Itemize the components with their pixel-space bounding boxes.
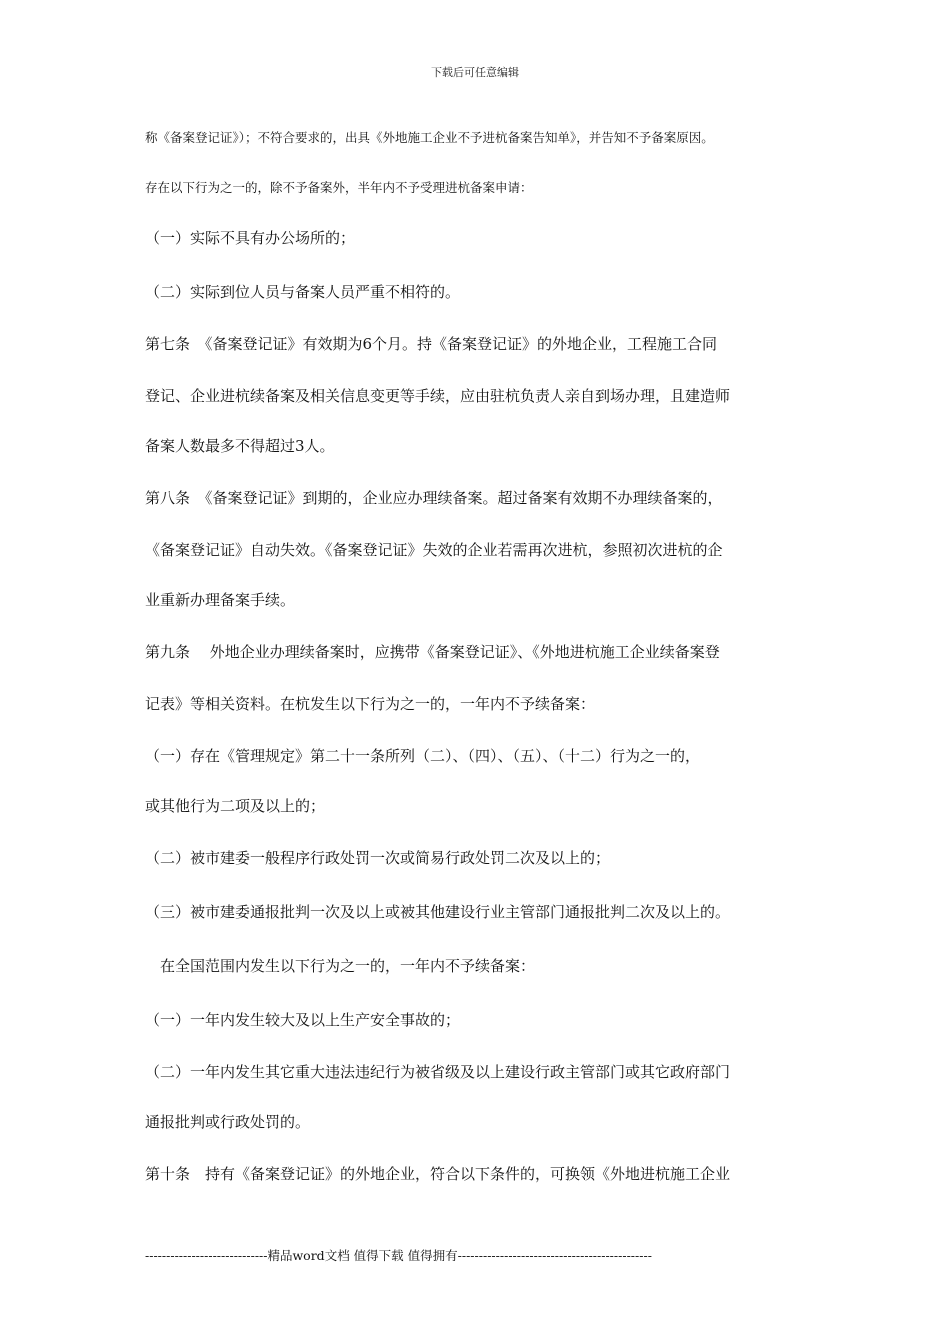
text-line: （一）存在《管理规定》第二十一条所列（二）、（四）、（五）、（十二）行为之一的， — [145, 747, 701, 765]
page-footer: -----------------------------精品word文档 值得下载 值得拥有---------------------------------------------- — [145, 1248, 652, 1263]
text-line: （一）一年内发生较大及以上生产安全事故的； — [145, 1011, 461, 1029]
text-line: 第九条 外地企业办理续备案时，应携带《备案登记证》、《外地进杭施工企业续备案登 — [145, 643, 720, 661]
text-line: 记表》等相关资料。在杭发生以下行为之一的，一年内不予续备案： — [145, 695, 596, 713]
text-line: 第八条 《备案登记证》到期的，企业应办理续备案。超过备案有效期不办理续备案的， — [145, 489, 723, 507]
text-line: 通报批判或行政处罚的。 — [145, 1113, 311, 1131]
text-line: （三）被市建委通报批判一次及以上或被其他建设行业主管部门通报批判二次及以上的。 — [145, 903, 731, 921]
page-header: 下载后可任意编辑 — [431, 66, 519, 79]
text-line: 第七条 《备案登记证》有效期为6个月。持《备案登记证》的外地企业，工程施工合同 — [145, 335, 718, 353]
text-line: （二）实际到位人员与备案人员严重不相符的。 — [145, 283, 461, 301]
text-line: 称《备案登记证》）；不符合要求的，出具《外地施工企业不予进杭备案告知单》，并告知不予备案原因。 — [145, 130, 714, 145]
text-line: 登记、企业进杭续备案及相关信息变更等手续，应由驻杭负责人亲自到场办理，且建造师 — [145, 387, 731, 405]
text-line: 备案人数最多不得超过3人。 — [145, 437, 335, 455]
text-line: （一）实际不具有办公场所的； — [145, 229, 356, 247]
text-line: 《备案登记证》自动失效。《备案登记证》失效的企业若需再次进杭，参照初次进杭的企 — [145, 541, 723, 559]
text-line: 在全国范围内发生以下行为之一的，一年内不予续备案： — [145, 957, 536, 975]
text-line: 或其他行为二项及以上的； — [145, 797, 326, 815]
text-line: （二）被市建委一般程序行政处罚一次或简易行政处罚二次及以上的； — [145, 849, 611, 867]
text-line: （二）一年内发生其它重大违法违纪行为被省级及以上建设行政主管部门或其它政府部门 — [145, 1063, 731, 1081]
text-line: 存在以下行为之一的，除不予备案外，半年内不予受理进杭备案申请： — [145, 180, 533, 195]
text-line: 第十条 持有《备案登记证》的外地企业，符合以下条件的，可换领《外地进杭施工企业 — [145, 1165, 731, 1183]
text-line: 业重新办理备案手续。 — [145, 591, 296, 609]
